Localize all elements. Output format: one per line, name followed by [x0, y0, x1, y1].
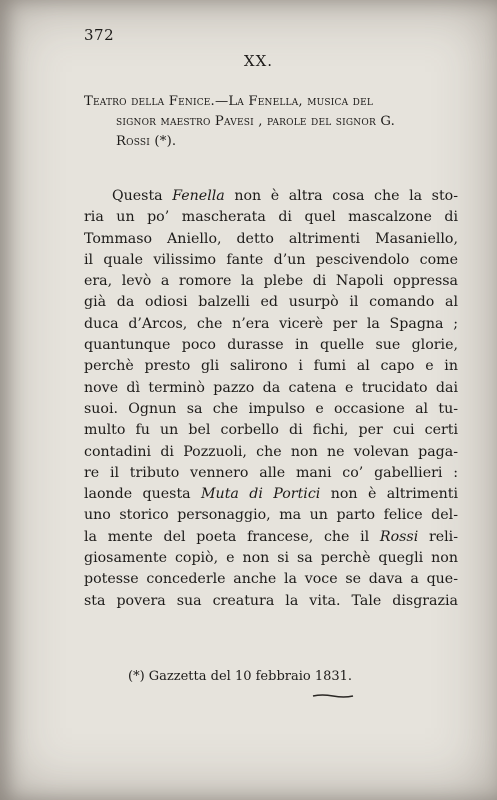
- text-segment: nove dì terminò pazzo da catena e trucidato dai: [84, 379, 458, 396]
- heading-line-1: Teatro della Fenice.—La Fenella, musica del: [84, 94, 374, 109]
- body-text: [84, 186, 458, 612]
- text-line: [84, 420, 458, 441]
- text-line: [84, 229, 458, 250]
- text-line: [84, 314, 458, 335]
- text-segment: sta povera sua creatura la vita. Tale disgrazia: [84, 592, 458, 609]
- text-segment: multo fu un bel corbello di fichi, per cui certi: [84, 422, 458, 439]
- italic-text: Rossi: [379, 528, 419, 545]
- text-segment: quantunque poco durasse in quelle sue glorie,: [84, 337, 458, 354]
- text-segment: giosamente copiò, e non si sa perchè quegli non: [84, 550, 458, 567]
- text-segment: Questa: [112, 188, 173, 204]
- footnote: (*) Gazzetta del 10 febbraio 1831.: [128, 669, 353, 684]
- text-line: [84, 505, 458, 526]
- text-line: [84, 292, 458, 313]
- text-line: [84, 442, 458, 463]
- text-segment: duca d’Arcos, che n’era vicerè per la Spagna ;: [84, 315, 458, 332]
- text-line: [84, 399, 458, 420]
- text-line: [84, 250, 458, 271]
- text-segment: reli-: [418, 528, 459, 545]
- text-line: [84, 186, 458, 207]
- text-segment: potesse concederle anche la voce se dava a que-: [84, 571, 458, 588]
- text-line: [84, 463, 458, 484]
- text-segment: la mente del poeta francese, che il: [84, 528, 380, 545]
- text-segment: non è altrimenti: [320, 486, 458, 503]
- text-segment: perchè presto gli salirono i fumi al capo e in: [84, 358, 458, 375]
- italic-text: Muta di Portici: [201, 486, 321, 503]
- text-line: [84, 569, 458, 590]
- text-segment: il quale vilissimo fante d’un pescivendolo come: [84, 251, 458, 268]
- page-number: 372: [84, 26, 115, 44]
- text-line: [84, 335, 458, 356]
- heading-line-2: signor maestro Pavesi , parole del signor G.: [116, 114, 395, 129]
- text-segment: laonde questa: [84, 486, 202, 503]
- text-line: [84, 591, 458, 612]
- text-segment: ria un po’ mascherata di quel mascalzone di: [84, 209, 458, 226]
- italic-text: Fenella: [172, 188, 225, 204]
- section-number: XX.: [243, 52, 274, 70]
- text-segment: re il tributo vennero alle mani co’ gabellieri :: [84, 464, 458, 481]
- text-segment: non è altra cosa che la sto-: [224, 188, 458, 204]
- text-segment: già da odiosi balzelli ed usurpò il comando al: [84, 294, 458, 311]
- heading-line-3: Rossi (*).: [116, 134, 177, 149]
- text-line: [84, 548, 458, 569]
- text-line: [84, 207, 458, 228]
- text-line: [84, 356, 458, 377]
- text-segment: suoi. Ognun sa che impulso e occasione al tu-: [84, 400, 458, 417]
- text-line: [84, 484, 458, 505]
- text-segment: Tommaso Aniello, detto altrimenti Masaniello,: [84, 230, 458, 247]
- text-line: [84, 378, 458, 399]
- text-line: [84, 527, 458, 548]
- text-segment: contadini di Pozzuoli, che non ne volevan paga-: [84, 443, 458, 460]
- text-line: [84, 271, 458, 292]
- text-segment: era, levò a romore la plebe di Napoli oppressa: [84, 273, 458, 290]
- text-segment: uno storico personaggio, ma un parto felice del-: [84, 507, 458, 524]
- footnote-rule-ornament: [312, 694, 354, 698]
